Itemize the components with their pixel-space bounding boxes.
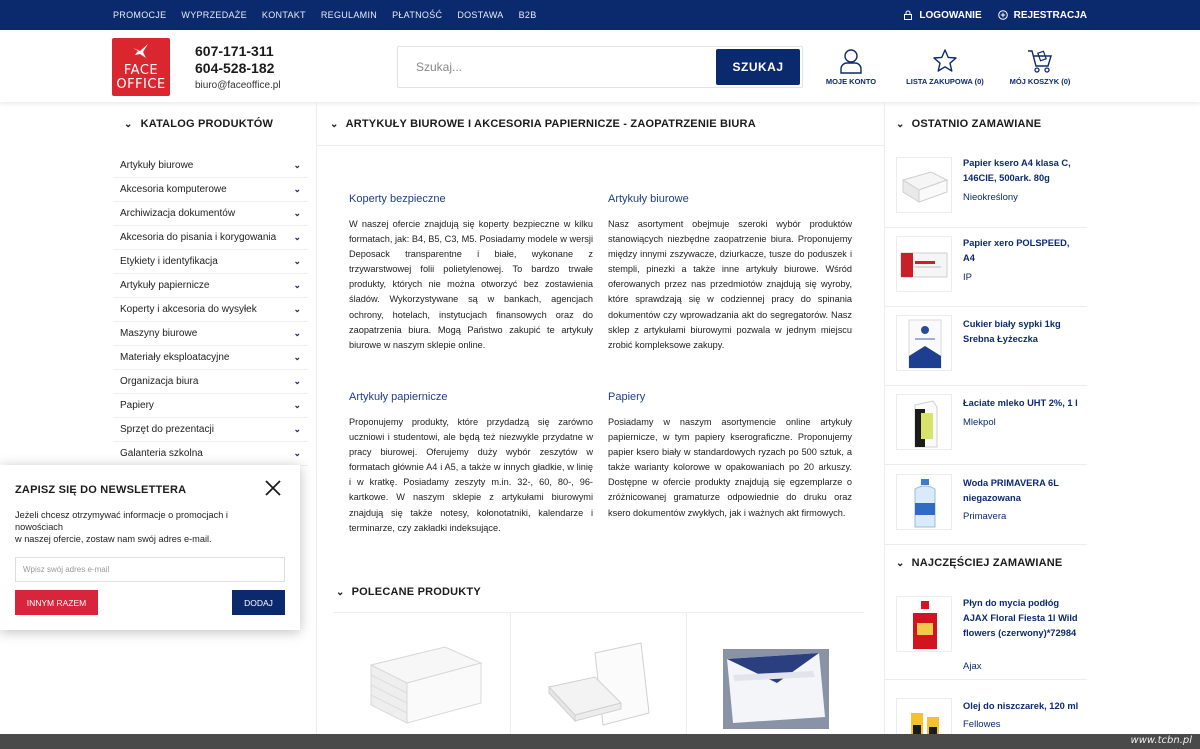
- product-card[interactable]: [687, 613, 863, 749]
- newsletter-title: ZAPISZ SIĘ DO NEWSLETTERA: [15, 484, 187, 496]
- category-label: Artykuły biurowe: [120, 160, 194, 171]
- contact-info: [195, 43, 281, 91]
- product-brand: Primavera: [963, 511, 1007, 522]
- catalog-heading[interactable]: [124, 118, 273, 130]
- catalog-title: KATALOG PRODUKTÓW: [140, 118, 274, 130]
- chevron-down-icon: ⌄: [124, 118, 133, 130]
- recent-product[interactable]: [885, 466, 1087, 545]
- paper-ream-image: [511, 613, 687, 749]
- category-label: Papiery: [120, 400, 154, 411]
- search-input[interactable]: [399, 48, 717, 86]
- nav-wyprzedaze[interactable]: WYPRZEDAŻE: [181, 10, 247, 20]
- block-text: W naszej ofercie znajdują się koperty bezpieczne w kilku formatach, jak: B4, B5, C3, M5. Posiadamy modele w wersji Deposack transparentne i białe, wykonane z trzywarstwowej folii polietylenowej. To bardzo trwałe produkty, których nie można otworzyć bez zostawienia śladów. Wykorzystywane są w bankach, agencjach ochrony, hotelach, instytucjach finansowych oraz do zaopatrzenia biura. Mogą Państwo zakupić te artykuły biurowe w naszym sklepie online.: [349, 219, 593, 350]
- sugar-bag-image: [897, 316, 952, 371]
- top-nav: [113, 0, 537, 30]
- login-label: LOGOWANIE: [919, 9, 982, 21]
- nav-regulamin[interactable]: REGULAMIN: [320, 10, 378, 20]
- product-brand: Nieokreślony: [963, 192, 1018, 203]
- my-account-link[interactable]: [822, 48, 880, 86]
- chevron-down-icon[interactable]: ⌄: [293, 376, 301, 386]
- popular-product[interactable]: [885, 588, 1087, 680]
- category-label: Artykuły papiernicze: [120, 280, 210, 291]
- chevron-down-icon[interactable]: ⌄: [293, 448, 301, 458]
- page-title: [330, 118, 756, 130]
- block-heading[interactable]: Artykuły papiernicze: [349, 391, 448, 403]
- block-text: Nasz asortyment obejmuje szeroki wybór produktów stanowiących niezbędne zaopatrzenie biura. Proponujemy między innymi zszywacze, dziurkacze, tusze do poduszek i stempli, pinezki a także inne artykuły biurowe. Wśród oferowanych przez nas przedmiotów znajdują się wyroby, które sprawdzają się w codziennej pracy do spinania dokumentów czy wprowadzania akt do segregatorów. Nasz sklep z artykułami biurowymi pozwala w jednym miejscu zrobić kompleksowe zakupy.: [608, 219, 852, 350]
- product-brand: Mlekpol: [963, 417, 996, 428]
- product-name[interactable]: Woda PRIMAVERA 6L niegazowana: [963, 478, 1059, 503]
- block-heading[interactable]: Koperty bezpieczne: [349, 193, 446, 205]
- block-heading[interactable]: Artykuły biurowe: [608, 193, 689, 205]
- plus-circle-icon: [998, 10, 1008, 20]
- newsletter-desc-line-1: Jeżeli chcesz otrzymywać informacje o promocjach i nowościach: [15, 510, 228, 532]
- product-thumbnail[interactable]: [896, 315, 952, 371]
- star-icon: [932, 48, 958, 74]
- content-block: [349, 391, 593, 536]
- chevron-down-icon[interactable]: ⌄: [293, 280, 301, 290]
- chevron-down-icon[interactable]: ⌄: [293, 352, 301, 362]
- block-text: Posiadamy w naszym asortymencie online artykuły papiernicze, w tym papiery kserograficzne. Proponujemy papier ksero biały w standardowych ryzach po 500 sztuk, a także warianty kolorowe w opakowaniach po 20 arkuszy. Dostępne w ofercie produkty znajdują się egzemplarze o zróżnicowanej gramaturze odpowiednie do druku oraz ksero dokumentów zwykłych, jak i ważnych akt firmowych.: [608, 417, 852, 518]
- popular-heading: [896, 557, 1062, 569]
- divider: [316, 145, 884, 146]
- page-title-text: ARTYKUŁY BIUROWE I AKCESORIA PAPIERNICZE - ZAOPATRZENIE BIURA: [345, 118, 756, 130]
- cart-icon: [1026, 48, 1054, 74]
- account-links: [903, 0, 1087, 30]
- contact-email[interactable]: biuro@faceoffice.pl: [195, 80, 281, 91]
- category-label: Maszyny biurowe: [120, 328, 198, 339]
- category-label: Organizacja biura: [120, 376, 199, 387]
- nav-b2b[interactable]: B2B: [518, 10, 537, 20]
- register-link[interactable]: [998, 10, 1087, 21]
- product-name[interactable]: Płyn do mycia podłóg AJAX Floral Fiesta 1l Wild flowers (czerwony)*72984: [963, 598, 1078, 638]
- recent-heading: [896, 118, 1041, 130]
- product-name[interactable]: Olej do niszczarek, 120 ml: [963, 701, 1079, 711]
- product-thumbnail[interactable]: [896, 157, 952, 213]
- chevron-down-icon: ⌄: [330, 118, 339, 130]
- category-label: Sprzęt do prezentacji: [120, 424, 214, 435]
- chevron-down-icon[interactable]: ⌄: [293, 424, 301, 434]
- column-divider: [316, 102, 317, 749]
- category-label: Materiały eksploatacyjne: [120, 352, 230, 363]
- recent-product[interactable]: [885, 386, 1087, 465]
- product-name[interactable]: Cukier biały sypki 1kg Srebna Łyżeczka: [963, 319, 1061, 344]
- subscribe-button[interactable]: DODAJ: [232, 590, 285, 615]
- newsletter-email-input[interactable]: [15, 557, 285, 582]
- product-thumbnail[interactable]: [896, 236, 952, 292]
- category-label: Archiwizacja dokumentów: [120, 208, 236, 219]
- watermark-bar: [0, 734, 1200, 749]
- category-label: Galanteria szkolna: [120, 448, 203, 459]
- bird-logo-icon: [132, 42, 150, 60]
- paper-towels-image: [335, 613, 511, 749]
- product-brand: Ajax: [963, 661, 982, 672]
- product-name[interactable]: Łaciate mleko UHT 2%, 1 l: [963, 398, 1078, 408]
- register-label: REJESTRACJA: [1013, 9, 1087, 21]
- login-link[interactable]: [903, 10, 981, 21]
- nav-kontakt[interactable]: KONTAKT: [261, 10, 306, 20]
- chevron-down-icon[interactable]: ⌄: [293, 160, 301, 170]
- category-item[interactable]: [113, 394, 308, 418]
- product-thumbnail[interactable]: [896, 596, 952, 652]
- recent-product[interactable]: [885, 228, 1087, 307]
- my-account-label: MOJE KONTO: [825, 77, 877, 86]
- newsletter-desc-line-2: w naszej ofercie, zostaw nam swój adres e-mail.: [15, 534, 212, 544]
- lock-icon: [903, 10, 913, 20]
- category-item[interactable]: [113, 322, 308, 346]
- wishlist-label: LISTA ZAKUPOWA (0): [906, 77, 984, 86]
- recent-title: OSTATNIO ZAMAWIANE: [911, 118, 1042, 130]
- logo-text-face: FACE: [123, 63, 159, 78]
- product-name[interactable]: Papier xero POLSPEED, A4: [963, 238, 1070, 263]
- site-header: [0, 30, 1200, 102]
- category-label: Akcesoria do pisania i korygowania: [120, 232, 277, 243]
- chevron-down-icon: ⌄: [336, 586, 345, 598]
- polspeed-paper-image: [897, 237, 952, 292]
- product-thumbnail[interactable]: [896, 474, 952, 530]
- nav-promocje[interactable]: PROMOCJE: [113, 10, 167, 20]
- nav-platnosc[interactable]: PŁATNOŚĆ: [392, 10, 443, 20]
- search-button[interactable]: SZUKAJ: [716, 49, 800, 85]
- category-item[interactable]: [113, 154, 308, 178]
- chevron-down-icon[interactable]: ⌄: [293, 304, 301, 314]
- nav-dostawa[interactable]: DOSTAWA: [457, 10, 504, 20]
- ajax-bottle-image: [897, 597, 952, 652]
- content-block: [608, 391, 852, 521]
- content-block: [349, 193, 593, 353]
- watermark-text: www.tcbn.pl: [1130, 735, 1192, 746]
- cart-label: MÓJ KOSZYK (0): [1009, 77, 1071, 86]
- recommended-heading: [336, 586, 481, 598]
- product-brand: Fellowes: [963, 719, 1001, 730]
- category-list: [113, 154, 308, 466]
- user-icon: [839, 48, 863, 74]
- category-item[interactable]: [113, 442, 308, 466]
- envelopes-image: [687, 613, 863, 749]
- chevron-down-icon[interactable]: ⌄: [293, 328, 301, 338]
- water-bottle-image: [897, 475, 952, 530]
- product-thumbnail[interactable]: [896, 394, 952, 450]
- product-card[interactable]: [335, 613, 511, 749]
- category-item[interactable]: [113, 418, 308, 442]
- close-icon[interactable]: [263, 478, 283, 498]
- category-item[interactable]: [113, 298, 308, 322]
- chevron-down-icon[interactable]: ⌄: [293, 232, 301, 242]
- product-card[interactable]: [511, 613, 687, 749]
- category-item[interactable]: [113, 250, 308, 274]
- block-heading[interactable]: Papiery: [608, 391, 646, 403]
- product-name[interactable]: Papier ksero A4 klasa C, 146CIE, 500ark. 80g: [963, 158, 1071, 183]
- block-text: Proponujemy produkty, które przydadzą się zarówno uczniowi i studentowi, ale będą też niezwykle przydatne w pracy biurowej. Oferujemy duży wybór zeszytów w formatach głównie A4 i A5, a także w innych gładkie, w linię i w kratkę. Posiadamy zeszyty m.in. 32-, 60, 80-, 96-kartkowe. W naszym sklepie z artykułami biurowymi znajdują się także notesy, kołonotatniki, kalendarze i terminarze, czy zakładki indeksujące.: [349, 417, 593, 533]
- newsletter-description: [15, 509, 265, 545]
- chevron-down-icon[interactable]: ⌄: [293, 184, 301, 194]
- category-label: Etykiety i identyfikacja: [120, 256, 218, 267]
- paper-pack-image: [897, 158, 952, 213]
- logo-text-office: OFFICE: [116, 77, 166, 92]
- category-label: Koperty i akcesoria do wysyłek: [120, 304, 257, 315]
- chevron-down-icon[interactable]: ⌄: [293, 208, 301, 218]
- product-brand: IP: [963, 272, 972, 283]
- milk-carton-image: [897, 395, 952, 450]
- newsletter-popup: [0, 465, 300, 630]
- wishlist-link[interactable]: [904, 48, 986, 86]
- recommended-title: POLECANE PRODUKTY: [351, 586, 481, 598]
- category-item[interactable]: [113, 346, 308, 370]
- cart-link[interactable]: [1008, 48, 1072, 86]
- category-item[interactable]: [113, 274, 308, 298]
- category-item[interactable]: [113, 226, 308, 250]
- recent-product[interactable]: [885, 149, 1087, 228]
- phone-1[interactable]: 607-171-311: [195, 43, 274, 59]
- content-block: [608, 193, 852, 353]
- phone-2[interactable]: 604-528-182: [195, 60, 275, 76]
- search-box: [397, 46, 803, 88]
- chevron-down-icon: ⌄: [896, 557, 905, 569]
- category-item[interactable]: [113, 202, 308, 226]
- chevron-down-icon: ⌄: [896, 118, 905, 130]
- category-item[interactable]: [113, 178, 308, 202]
- chevron-down-icon[interactable]: ⌄: [293, 256, 301, 266]
- top-bar: [0, 0, 1200, 30]
- recent-product[interactable]: [885, 307, 1087, 386]
- later-button[interactable]: INNYM RAZEM: [15, 590, 98, 615]
- category-item[interactable]: [113, 370, 308, 394]
- popular-title: NAJCZĘŚCIEJ ZAMAWIANE: [911, 557, 1063, 569]
- category-label: Akcesoria komputerowe: [120, 184, 227, 195]
- chevron-down-icon[interactable]: ⌄: [293, 400, 301, 410]
- logo[interactable]: [112, 38, 170, 96]
